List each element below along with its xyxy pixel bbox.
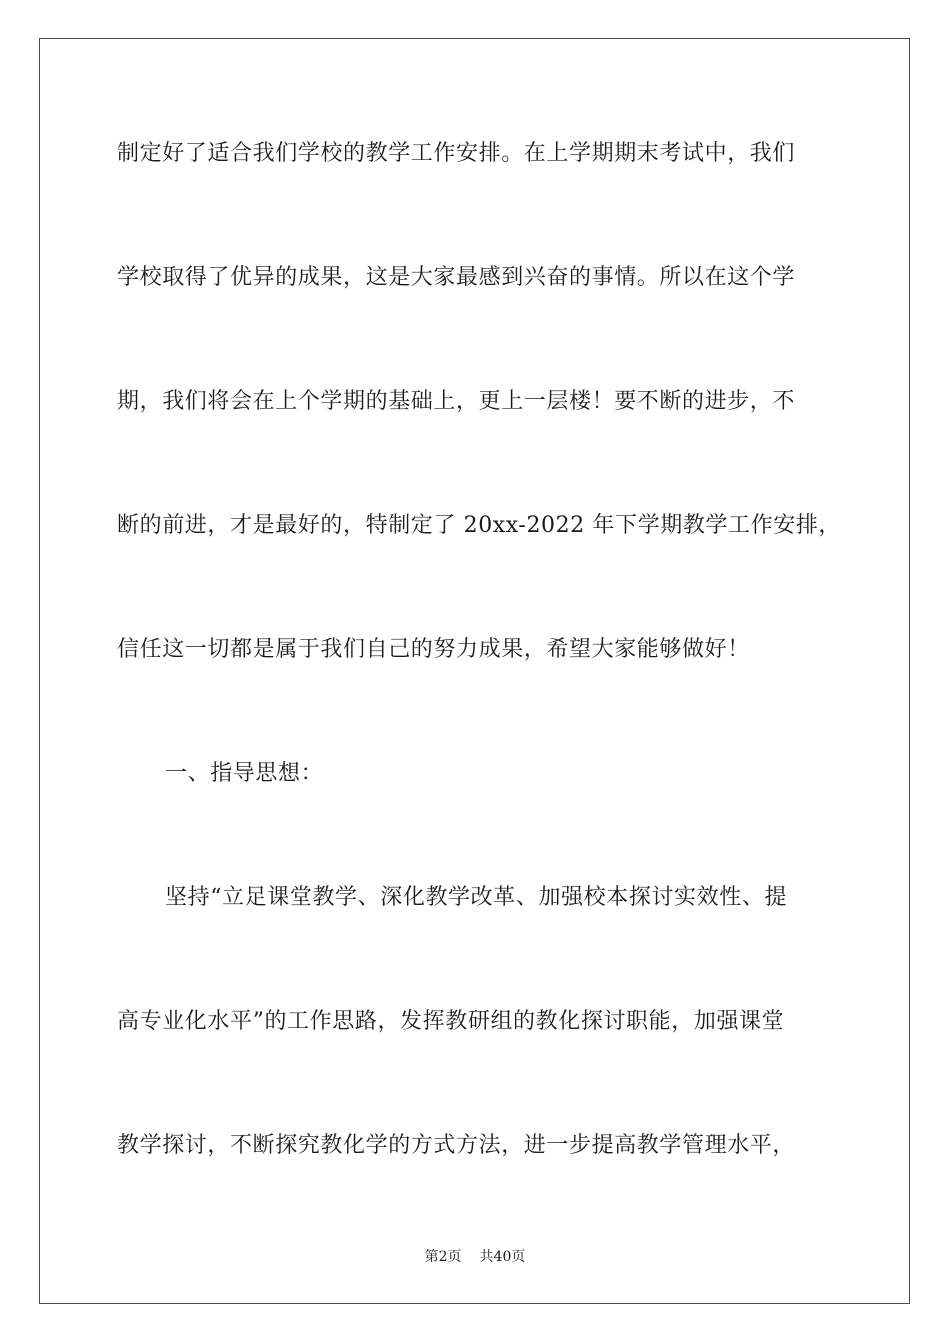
body-text-line: 期，我们将会在上个学期的基础上，更上一层楼！要不断的进步，不 (117, 389, 796, 414)
body-text-line: 信任这一切都是属于我们自己的努力成果，希望大家能够做好！ (117, 637, 750, 662)
body-text-line: 坚持“立足课堂教学、深化教学改革、加强校本探讨实效性、提 (165, 885, 788, 910)
page-number: 第2页 (424, 1249, 462, 1265)
section-heading: 一、指导思想： (165, 761, 324, 786)
body-text-line: 断的前进，才是最好的，特制定了 20xx-2022 年下学期教学工作安排， (117, 513, 842, 538)
page-footer (0, 1248, 950, 1266)
page-border (39, 38, 910, 1304)
body-text-line: 高专业化水平”的工作思路，发挥教研组的教化探讨职能，加强课堂 (117, 1009, 785, 1034)
body-text-line: 教学探讨，不断探究教化学的方式方法，进一步提高教学管理水平， (117, 1133, 796, 1158)
body-text-line: 学校取得了优异的成果，这是大家最感到兴奋的事情。所以在这个学 (117, 265, 796, 290)
body-text-line: 制定好了适合我们学校的教学工作安排。在上学期期末考试中，我们 (117, 141, 796, 166)
page-total: 共40页 (479, 1249, 526, 1265)
